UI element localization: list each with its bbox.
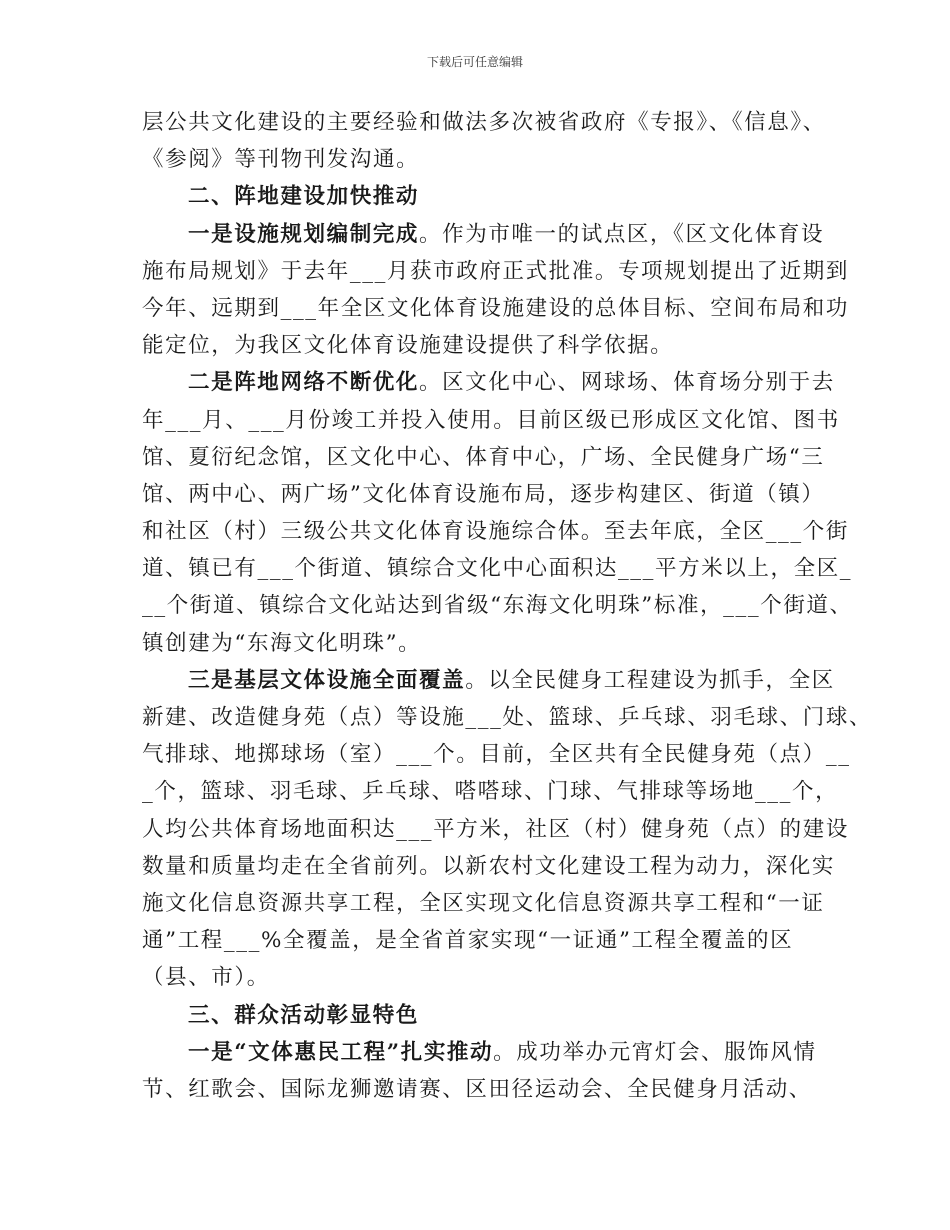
paragraph-lead: 三是基层文体设施全面覆盖 [188,667,466,693]
text-line: 馆、夏衍纪念馆，区文化中心、体育中心，广场、全民健身广场“三 [142,444,825,470]
text-line: 年___月、___月份竣工并投入使用。目前区级已形成区文化馆、图书 [142,407,840,433]
text-line: 通”工程___%全覆盖，是全省首家实现“一证通”工程全覆盖的区 [142,928,794,954]
paragraph-first-line [142,364,835,401]
text-line: 节、红歌会、国际龙狮邀请赛、区田径运动会、全民健身月活动、 [142,1076,812,1102]
paragraph-first-line [142,662,835,699]
text-line: 人均公共体育场地面积达___平方米，社区（村）健身苑（点）的建设 [142,816,849,842]
text-line: 数量和质量均走在全省前列。以新农村文化建设工程为动力，深化实 [142,853,836,879]
section-heading: 三、群众活动彰显特色 [188,1002,420,1028]
paragraph-text: 。成功举办元宵灯会、服饰风情 [493,1039,817,1065]
paragraph-text: 。以全民健身工程建设为抓手，全区 [465,667,835,693]
text-line: 施文化信息资源共享工程，全区实现文化信息资源共享工程和“一证 [142,890,825,916]
paragraph-lead: 一是设施规划编制完成 [188,221,420,247]
paragraph-lead: 二是阵地网络不断优化 [188,370,420,396]
document-body [142,104,873,1108]
text-line: 新建、改造健身苑（点）等设施___处、篮球、乒乓球、羽毛球、门球、 [142,705,873,730]
text-line: 气排球、地掷球场（室）___个。目前，全区共有全民健身苑（点）__ [142,742,851,768]
paragraph-text: 。作为市唯一的试点区，《区文化体育设 [419,221,825,247]
paragraph-text: 。区文化中心、网球场、体育场分别于去 [419,370,835,396]
text-line: 层公共文化建设的主要经验和做法多次被省政府《专报》、《信息》、 [142,110,826,135]
text-line: 今年、远期到___年全区文化体育设施建设的总体目标、空间布局和功 [142,295,849,321]
text-line: __个街道、镇综合文化站达到省级“东海文化明珠”标准，___个街道、 [142,593,853,619]
text-line: 施布局规划》于去年___月获市政府正式批准。专项规划提出了近期到 [142,258,849,284]
text-line: 道、镇已有___个街道、镇综合文化中心面积达___平方米以上，全区_ [142,556,853,582]
paragraph-first-line [142,1034,817,1071]
text-line: 镇创建为“东海文化明珠”。 [142,630,422,656]
text-line: 《参阅》等刊物刊发沟通。 [142,147,420,173]
section-heading: 二、阵地建设加快推动 [188,184,420,210]
text-line: （县、市）。 [142,965,270,991]
text-line: 能定位，为我区文化体育设施建设提供了科学依据。 [142,333,674,359]
paragraph-lead: 一是“文体惠民工程”扎实推动 [188,1039,494,1065]
text-line: 和社区（村）三级公共文化体育设施综合体。至去年底，全区___个街 [142,519,849,545]
text-line: 馆、两中心、两广场”文化体育设施布局，逐步构建区、街道（镇） [142,481,825,507]
paragraph-first-line [142,216,825,253]
page-header: 下载后可任意编辑 [426,55,523,69]
text-line: _个，篮球、羽毛球、乒乓球、嗒嗒球、门球、气排球等场地___个， [142,779,839,805]
